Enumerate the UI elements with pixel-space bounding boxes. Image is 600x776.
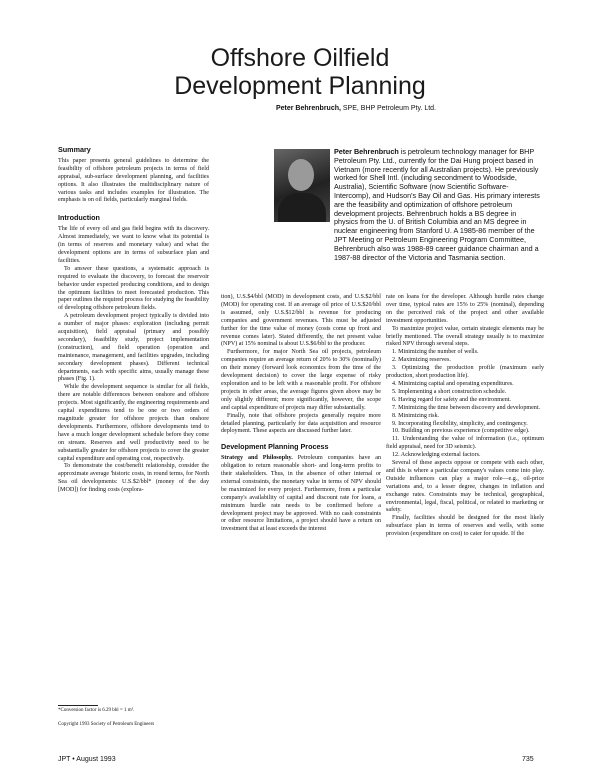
intro-paragraph: A petroleum development project typically is divided into a number of major phases: exploration (including permit acquisition), field appraisal (primary and possibly secondary), feasibility study, project implementation (construction), and field operation (operation and maintenance, management, and facilities upgrades, including secondary development phases). Different technical departments, each with specific aims, usually manage these phases (Fig. 1).: [58, 313, 209, 383]
strategy-list: [386, 349, 544, 460]
right-column: [386, 294, 544, 539]
dpp-heading: Development Planning Process: [221, 442, 329, 452]
footnote-rule: [58, 705, 98, 706]
middle-column: [221, 294, 381, 534]
author-photo: [274, 149, 330, 222]
author-bio-top: [334, 147, 542, 262]
strategy-list-item: 1. Minimizing the number of wells.: [392, 349, 479, 356]
right-paragraph: To maximize project value, certain strategic elements may be briefly mentioned. The overall strategy usually is to maximize risked NPV through several steps.: [386, 325, 544, 348]
summary-text: This paper presents general guidelines to determine the feasibility of offshore petroleum projects in terms of field appraisal, sub-surface development planning, and facilities options. It also illustrates the multidisciplinary nature of various tasks and includes examples for illustration. The emphasis is on oil fields, particularly marginal fields.: [58, 157, 209, 204]
strategy-list-item: 7. Minimizing the time between discovery and development.: [392, 404, 541, 411]
dpp-lead: Strategy and Philosophy.: [221, 455, 293, 462]
strategy-list-item: 12. Acknowledging external factors.: [392, 452, 481, 459]
right-paragraph: rate on loans for the developer. Although hurdle rates change over time, typical rates are 15% to 25% (nominal), depending on the perceived risk of the project and other available investment opportunities.: [386, 294, 544, 324]
title-line-2: Development Planning: [174, 72, 426, 100]
intro-paragraph: To answer these questions, a systematic approach is required to evaluate the discovery, to forecast the reservoir behavior under expected producing conditions, and to design the optimum facilities to meet forecasted production. This paper outlines the required process for studying the feasibility of developing offshore petroleum fields.: [58, 265, 209, 312]
byline-author: Peter Behrenbruch,: [275, 105, 341, 112]
intro-paragraph: While the development sequence is similar for all fields, there are notable differences between onshore and offshore projects. Most significantly, the engineering requirements and capital expenditures tend to be one or two orders of magnitude greater for offshore projects than onshore developments. Furthermore, offshore developments tend to have a much longer development schedule before they come on stream. Reserves and well productivity need to be substantially greater for offshore projects to cover the greater capital expenditure and operating cost, respectively.: [58, 384, 209, 462]
strategy-list-item: 4. Minimizing capital and operating expenditures.: [392, 380, 514, 387]
copyright: Copyright 1993 Society of Petroleum Engineers: [58, 722, 155, 727]
right-paragraph: Finally, facilities should be designed for the most likely subsurface plan in terms of reserves and wells, with some provision (expenditure on cost) to cater for upside. If the: [386, 515, 544, 538]
intro-paragraph: The life of every oil and gas field begins with its discovery. Almost immediately, we want to know what its potential is (in terms of reserves and monetary value) and what the development options are in terms of subsurface plan and facilities.: [58, 226, 209, 264]
author-face: [288, 159, 314, 191]
mid-paragraph: Furthermore, for major North Sea oil projects, petroleum companies require an average return of 20% to 30% (nominally) on their money (forward look economics from the time of the development decision) to cover the large expense of risky exploration and to be left with a reasonable profit. For offshore projects in other areas, the average figures given above may be only slightly different; more significantly, however, the scope and capital expenditure of projects may differ substantially.: [221, 349, 381, 411]
footer-page-number: 735: [522, 756, 534, 763]
strategy-list-item: 10. Building on previous experience (competitive edge).: [392, 428, 530, 435]
strategy-list-item: 8. Minimizing risk.: [392, 412, 440, 419]
left-column: [58, 142, 209, 495]
strategy-list-item: 3. Optimizing the production profile (maximum early production, short production life).: [386, 365, 544, 380]
bio-name: Peter Behrenbruch: [334, 147, 399, 156]
author-suit: [278, 193, 326, 222]
strategy-list-item: 11. Understanding the value of information (i.e., optimum field appraisal, need for 3D seismic).: [386, 436, 544, 451]
footer-journal: JPT • August 1993: [58, 756, 116, 763]
intro-heading: Introduction: [58, 213, 100, 223]
strategy-list-item: 5. Implementing a short construction schedule.: [392, 388, 507, 395]
summary-heading: Summary: [58, 145, 91, 154]
dpp-text: Petroleum companies have an obligation to return reasonable short- and long-term profits to their stakeholders. Thus, in the absence of other internal or external constraints, the monetary value in terms of NPV should be maximized for every project. Furthermore, from a particular company's availability of capital and discount rate for loans, a minimum hurdle rate needs to be confirmed before a development project may be approved. With no cash constraints or other resource limitations, a project should have a return on investment that at least exceeds the interest: [221, 455, 381, 533]
footnote: *Conversion factor is 6.29 bbl = 1 m³.: [58, 708, 135, 713]
mid-paragraph: Finally, note that offshore projects generally require more detailed planning, particularly for data acquisition and resource deployment. These aspects are discussed further later.: [221, 412, 381, 435]
title-line-1: Offshore Oilfield: [210, 44, 390, 72]
byline: [276, 105, 436, 112]
strategy-list-item: 9. Incorporating flexibility, simplicity, and contingency.: [392, 420, 528, 427]
bio-text: is petroleum technology manager for BHP Petroleum Pty. Ltd., currently for the Dai Hung project based in Vietnam (more recently for all Australian projects). He previously worked for Shell Intl. (including secondment to Woodside, Australia), Scientific Software (now Scientific Software-Intercomp), and Hudson's Bay Oil and Gas. His primary interests are the feasibility and optimization of offshore petroleum development projects. Behrenbruch holds a BS degree in physics from the U. of British Columbia and an MS degree in nuclear engineering from Stanford U. A 1985-86 member of the JPT Meeting or Petroleum Engineering Program Committee, Behrenbruch also was 1988-89 career guidance chairman and a 1987-88 director of the Victoria and Tasmania section.: [334, 147, 540, 262]
strategy-list-item: 6. Having regard for safety and the environment.: [392, 396, 511, 403]
right-paragraph: Several of these aspects oppose or compete with each other, and this is where a particular company's values come into play. Outside influences can play a major role—e.g., oil-price variations and, to a lesser degree, changes in inflation and exchange rates. Constraints may be technical, geographical, environmental, legal, fiscal, political, or related to marketing or safety.: [386, 460, 544, 514]
byline-affiliation: SPE, BHP Petroleum Pty. Ltd.: [340, 105, 436, 112]
strategy-list-item: 2. Maximizing reserves.: [392, 357, 451, 364]
author-bio-bottom: [274, 223, 542, 276]
intro-paragraph: To demonstrate the cost/benefit relationship, consider the approximate average 'historic costs, in round terms, for North Sea oil developments: U.S.$2/bbl* (money of the day [MOD]) for finding costs (explora-: [58, 463, 209, 494]
mid-paragraph: tion), U.S.$4/bbl (MOD) in development costs, and U.S.$2/bbl (MOD) for operating cost. If an average oil price of U.S.$20/bbl is assumed, only U.S.$12/bbl is revenue for producing companies and government revenues. This must be adjusted further for the time value of money (costs come up front and revenue comes later). Stated differently, the net present value (NPV) at 15% nominal is about U.S.$6/bbl to the producer.: [221, 294, 381, 348]
